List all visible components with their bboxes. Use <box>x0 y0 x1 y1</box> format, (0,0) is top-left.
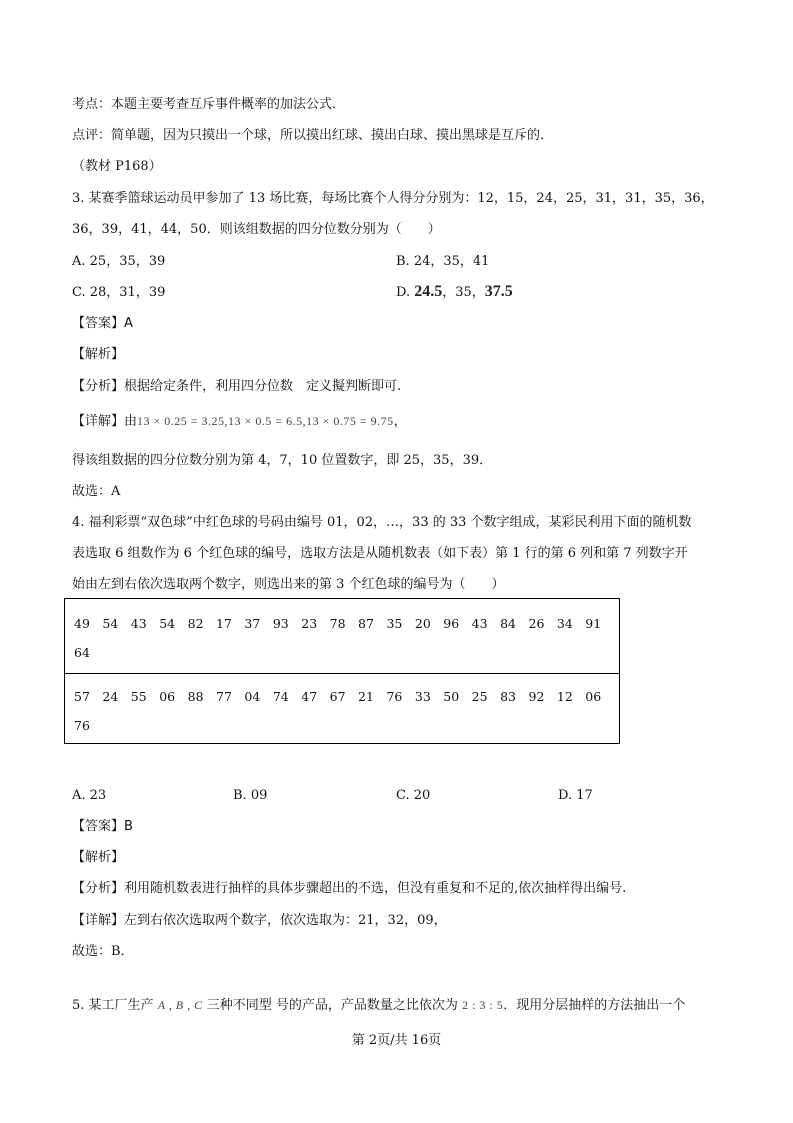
q5-math-abc: A , B , C <box>157 998 203 1012</box>
table-row1-numbers-wrap: 64 <box>74 645 90 660</box>
q3-xiangjie-suffix: ， <box>393 414 407 429</box>
q3-option-b: B. 24，35，41 <box>396 254 490 269</box>
page-footer: 第 2页/共 16页 <box>351 1033 442 1048</box>
q3-result: 得该组数据的四分位数分别为第 4，7，10 位置数字，即 25，35，39． <box>72 453 493 468</box>
table-row <box>65 673 619 745</box>
q4-answer: 【答案】B <box>72 819 133 834</box>
q4-xiangjie: 【详解】左到右依次选取两个数字，依次选取为：21，32，09， <box>72 913 447 928</box>
q4-option-a: A. 23 <box>72 788 107 803</box>
q3-option-c: C. 28，31，39 <box>72 285 166 300</box>
table-row1-numbers: 49 54 43 54 82 17 37 93 23 78 87 35 20 96 43 84 26 34 91 <box>74 616 602 631</box>
q5-suffix: ．现用分层抽样的方法抽出一个 <box>503 998 686 1013</box>
q3-xiangjie-math: 13 × 0.25 = 3.25,13 × 0.5 = 6.5,13 × 0.75 = 9.75 <box>137 414 394 428</box>
q5-prefix: 5. 某工厂生产 <box>72 998 154 1013</box>
kaodian-line: 考点：本题主要考查互斥事件概率的加法公式． <box>72 97 346 112</box>
q3-stem-line1: 3. 某赛季篮球运动员甲参加了 13 场比赛，每场比赛个人得分分别为：12，15，24，25，31，31，35，36， <box>72 191 714 206</box>
q4-stem-line3: 始由左到右依次选取两个数字，则选出来的第 3 个红色球的编号为（ ） <box>72 577 505 592</box>
table-row <box>65 599 619 674</box>
q3-answer: 【答案】A <box>72 316 133 331</box>
q3-fenxi: 【分析】根据给定条件，利用四分位数 定义擬判断即可. <box>72 379 402 394</box>
dianping-line: 点评：简单题，因为只摸出一个球，所以摸出红球、摸出白球、摸出黑球是互斥的． <box>72 128 554 143</box>
q4-option-d: D. 17 <box>558 788 593 803</box>
table-row2-numbers-wrap: 76 <box>74 718 90 733</box>
q3-option-a: A. 25，35，39 <box>72 254 166 269</box>
q3-xiangjie <box>72 412 407 431</box>
q4-option-c: C. 20 <box>396 788 431 803</box>
table-row2-numbers: 57 24 55 06 88 77 04 74 47 67 21 76 33 50 25 83 92 12 06 <box>74 689 602 704</box>
q3-xiangjie-prefix: 【详解】由 <box>72 414 138 429</box>
q4-jiexi-heading: 【解析】 <box>72 850 125 865</box>
q5-stem-line1 <box>72 996 685 1015</box>
q5-mid: 三种不同型 号的产品，产品数量之比依次为 <box>206 998 458 1013</box>
q3-option-d-mid: ，35， <box>442 285 485 300</box>
q3-option-d-prefix: D. <box>396 285 411 300</box>
q3-stem-line2: 36，39，41，44，50．则该组数据的四分位数分别为（ ） <box>72 222 441 237</box>
q5-math-ratio: 2 : 3 : 5 <box>462 998 504 1012</box>
q3-jiexi-heading: 【解析】 <box>72 347 125 362</box>
jiaocai-line: （教材 P168） <box>72 159 162 174</box>
q3-option-d <box>396 283 513 302</box>
q3-guxuan: 故选：A <box>72 484 121 499</box>
q4-option-b: B. 09 <box>233 788 268 803</box>
q4-stem-line2: 表选取 6 组数作为 6 个红色球的编号，选取方法是从随机数表（如下表）第 1 行的第 6 列和第 7 列数字开 <box>72 546 688 561</box>
q4-fenxi: 【分析】利用随机数表进行抽样的具体步骤超出的不选，但没有重复和不足的,依次抽样得出编号. <box>72 881 627 896</box>
q3-option-d-value1: 24.5 <box>414 283 443 300</box>
q4-stem-line1: 4. 福利彩票“双色球”中红色球的号码由编号 01，02，…，33 的 33 个数字组成，某彩民利用下面的随机数 <box>72 515 692 530</box>
q4-guxuan: 故选：B． <box>72 944 134 959</box>
q3-option-d-value3: 37.5 <box>484 283 513 300</box>
random-number-table <box>64 598 620 744</box>
